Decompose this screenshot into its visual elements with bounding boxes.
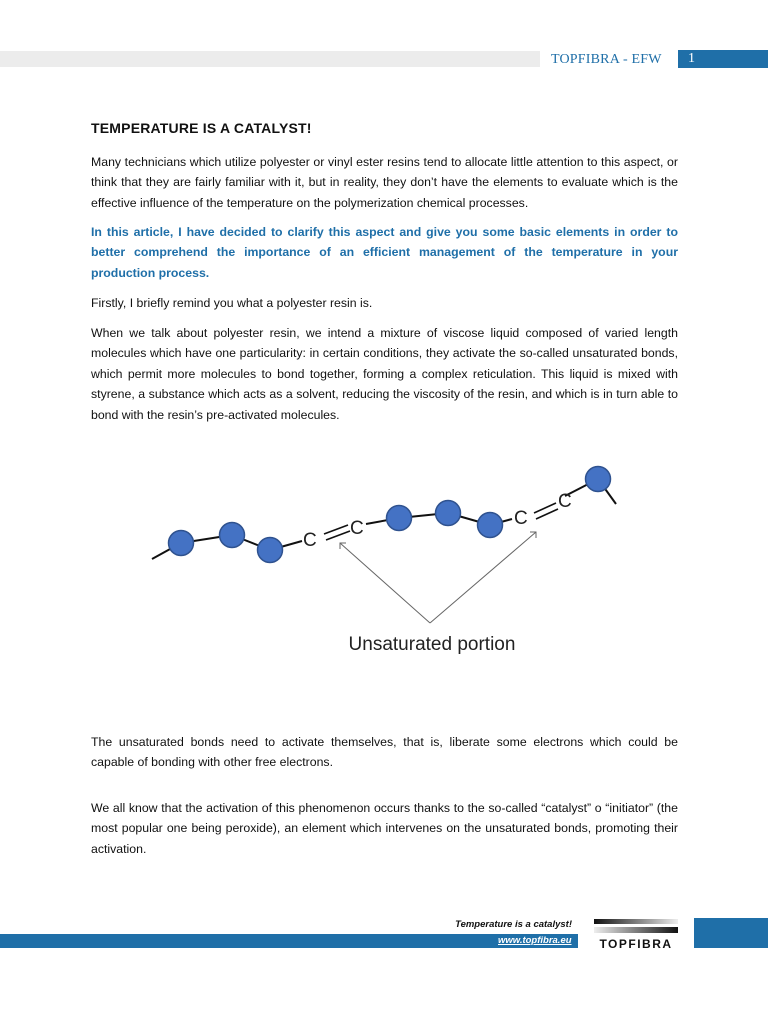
paragraph-intro [91, 152, 678, 213]
diagram-caption: Unsaturated portion [348, 634, 516, 655]
footer-tagline: Temperature is a catalyst! [455, 919, 572, 930]
molecule-diagram [140, 455, 630, 665]
atom-3 [258, 538, 283, 563]
paragraph-3-text: Firstly, I briefly remind you what a polyester resin is. [91, 296, 373, 310]
paragraph-highlight [91, 222, 678, 283]
footer-bar [0, 934, 578, 948]
paragraph-catalyst [91, 798, 678, 859]
carbon-label-3: C [514, 508, 528, 529]
atom-5 [436, 501, 461, 526]
paragraph-bonds [91, 732, 678, 773]
header-title: TOPFIBRA - EFW [551, 52, 662, 67]
paragraph-definition [91, 323, 678, 425]
paragraph-reminder [91, 293, 678, 313]
carbon-label-4: C [558, 491, 572, 512]
bond-lines [152, 479, 616, 559]
carbon-label-2: C [350, 518, 364, 539]
page-number: 1 [678, 50, 768, 68]
pointer-arrows [340, 532, 536, 623]
atom-6 [478, 513, 503, 538]
atom-2 [220, 523, 245, 548]
footer-accent-block [694, 918, 768, 948]
header-bar [0, 51, 540, 67]
logo-wordmark: TOPFIBRA [599, 937, 673, 951]
paragraph-4-text: When we talk about polyester resin, we intend a mixture of viscose liquid composed of varied length molecules which have one particularity: in certain conditions, they activate the so-called unsaturated bonds, which permit more molecules to bond together, forming a complex reticulation. This liquid is mixed with styrene, a substance which acts as a solvent, reducing the viscosity of the resin, and which is in turn able to bond with the resin’s pre-activated molecules. [91, 326, 678, 422]
atom-7 [586, 467, 611, 492]
paragraph-5-text: The unsaturated bonds need to activate themselves, that is, liberate some electrons which could be capable of bonding with other free electrons. [91, 735, 678, 770]
topfibra-logo [594, 919, 680, 953]
atom-4 [387, 506, 412, 531]
article-title: TEMPERATURE IS A CATALYST! [91, 120, 312, 136]
paragraph-1-text: Many technicians which utilize polyester or vinyl ester resins tend to allocate little attention to this aspect, or think that they are fairly familiar with it, but in reality, they don’t have the elements to evaluate which is the effective influence of the temperature on the polymerization chemical processes. [91, 155, 678, 210]
footer-url-link[interactable]: www.topfibra.eu [498, 935, 572, 946]
carbon-label-1: C [303, 530, 317, 551]
paragraph-6-text: We all know that the activation of this phenomenon occurs thanks to the so-called “catalyst” o “initiator” (the most popular one being peroxide), an element which intervenes on the unsaturated bonds, promoting their activation. [91, 801, 678, 856]
paragraph-2-text: In this article, I have decided to clarify this aspect and give you some basic elements in order to better comprehend the importance of an efficient management of the temperature in your production process. [91, 225, 678, 280]
atom-1 [169, 531, 194, 556]
